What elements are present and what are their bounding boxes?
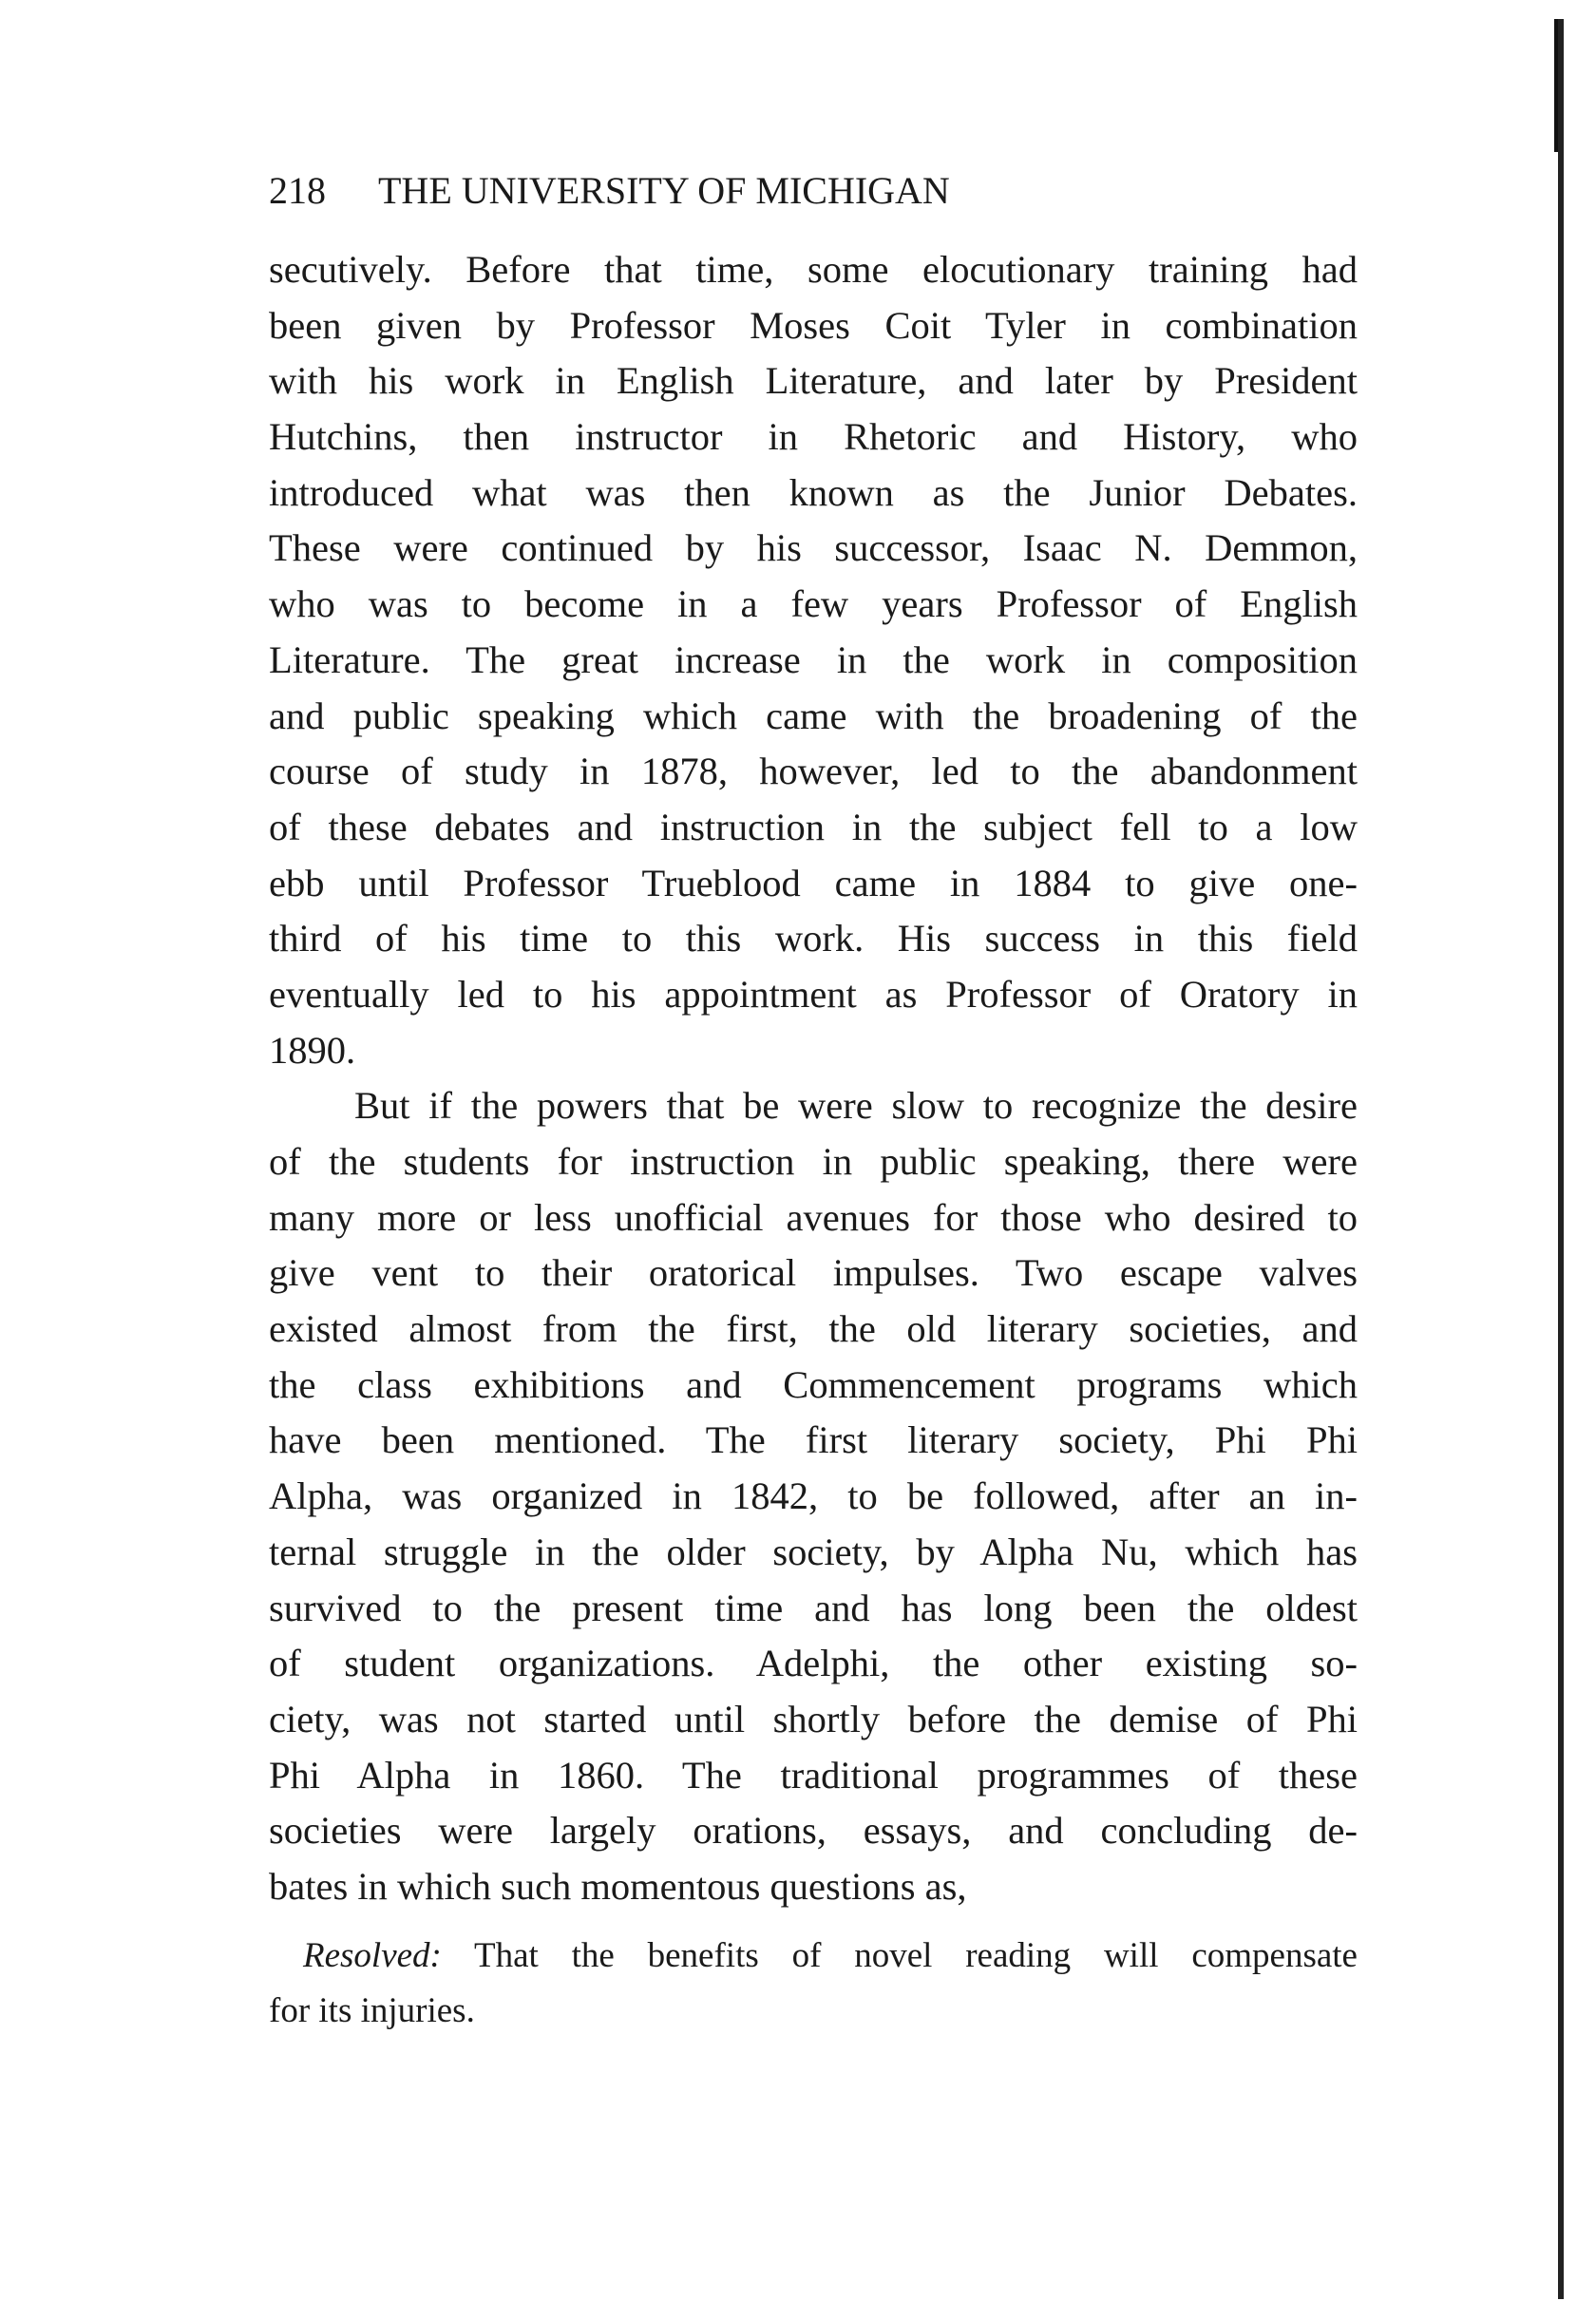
text-line: Alpha, was organized in 1842, to be followed, after an in- [269,1474,1358,1518]
paragraph [269,1078,1358,1914]
text-line: many more or less unofficial avenues for those who desired to [269,1195,1358,1239]
text-line: been given by Professor Moses Coit Tyler in combination [269,303,1358,347]
text-line: 1890. [269,1028,356,1072]
quote-line: for its injuries. [269,1991,475,2030]
text-line: introduced what was then known as the Junior Debates. [269,470,1358,514]
text-line: But if the powers that be were slow to recognize the desire [354,1084,1358,1128]
paragraph [269,242,1358,1078]
block-quote [269,1929,1358,2039]
running-title: THE UNIVERSITY OF MICHIGAN [378,169,950,212]
page-edge-mark [1554,19,1558,152]
quote-text: That the benefits of novel reading will compensate [474,1936,1358,1975]
text-line: existed almost from the first, the old literary societies, and [269,1307,1358,1351]
text-line: These were continued by his successor, Isaac N. Demmon, [269,526,1358,570]
text-line: course of study in 1878, however, led to the abandonment [269,750,1358,793]
text-line: third of his time to this work. His success in this field [269,917,1358,960]
page-edge-shadow [1558,19,1564,2299]
text-line: bates in which such momentous questions as, [269,1864,967,1908]
text-line: Hutchins, then instructor in Rhetoric and History, who [269,415,1358,459]
text-line: ebb until Professor Trueblood came in 1884 to give one- [269,861,1358,904]
text-line: societies were largely orations, essays, and concluding de- [269,1809,1358,1853]
text-line: survived to the present time and has long been the oldest [269,1586,1358,1629]
text-line: ternal struggle in the older society, by Alpha Nu, which has [269,1530,1358,1573]
text-line: who was to become in a few years Professor of English [269,582,1358,626]
quote-label: Resolved: [303,1936,442,1975]
text-line: give vent to their oratorical impulses. Two escape valves [269,1251,1358,1295]
body-text [269,242,1358,1915]
text-line: and public speaking which came with the broadening of the [269,694,1358,737]
text-line: have been mentioned. The first literary society, Phi Phi [269,1418,1358,1462]
page-number: 218 [269,169,326,212]
text-line: eventually led to his appointment as Professor of Oratory in [269,972,1358,1016]
text-line: with his work in English Literature, and later by President [269,359,1358,403]
text-line: the class exhibitions and Commencement programs which [269,1362,1358,1406]
text-line: of student organizations. Adelphi, the other existing so- [269,1642,1358,1685]
text-line: ciety, was not started until shortly before the demise of Phi [269,1697,1358,1740]
text-line: Phi Alpha in 1860. The traditional programmes of these [269,1753,1358,1797]
text-line: secutively. Before that time, some elocutionary training had [269,248,1358,291]
text-line: Literature. The great increase in the work in composition [269,637,1358,681]
quote-line [269,1929,1358,1984]
text-line: of the students for instruction in public speaking, there were [269,1140,1358,1183]
running-header [269,167,1219,215]
text-line: of these debates and instruction in the subject fell to a low [269,805,1358,848]
